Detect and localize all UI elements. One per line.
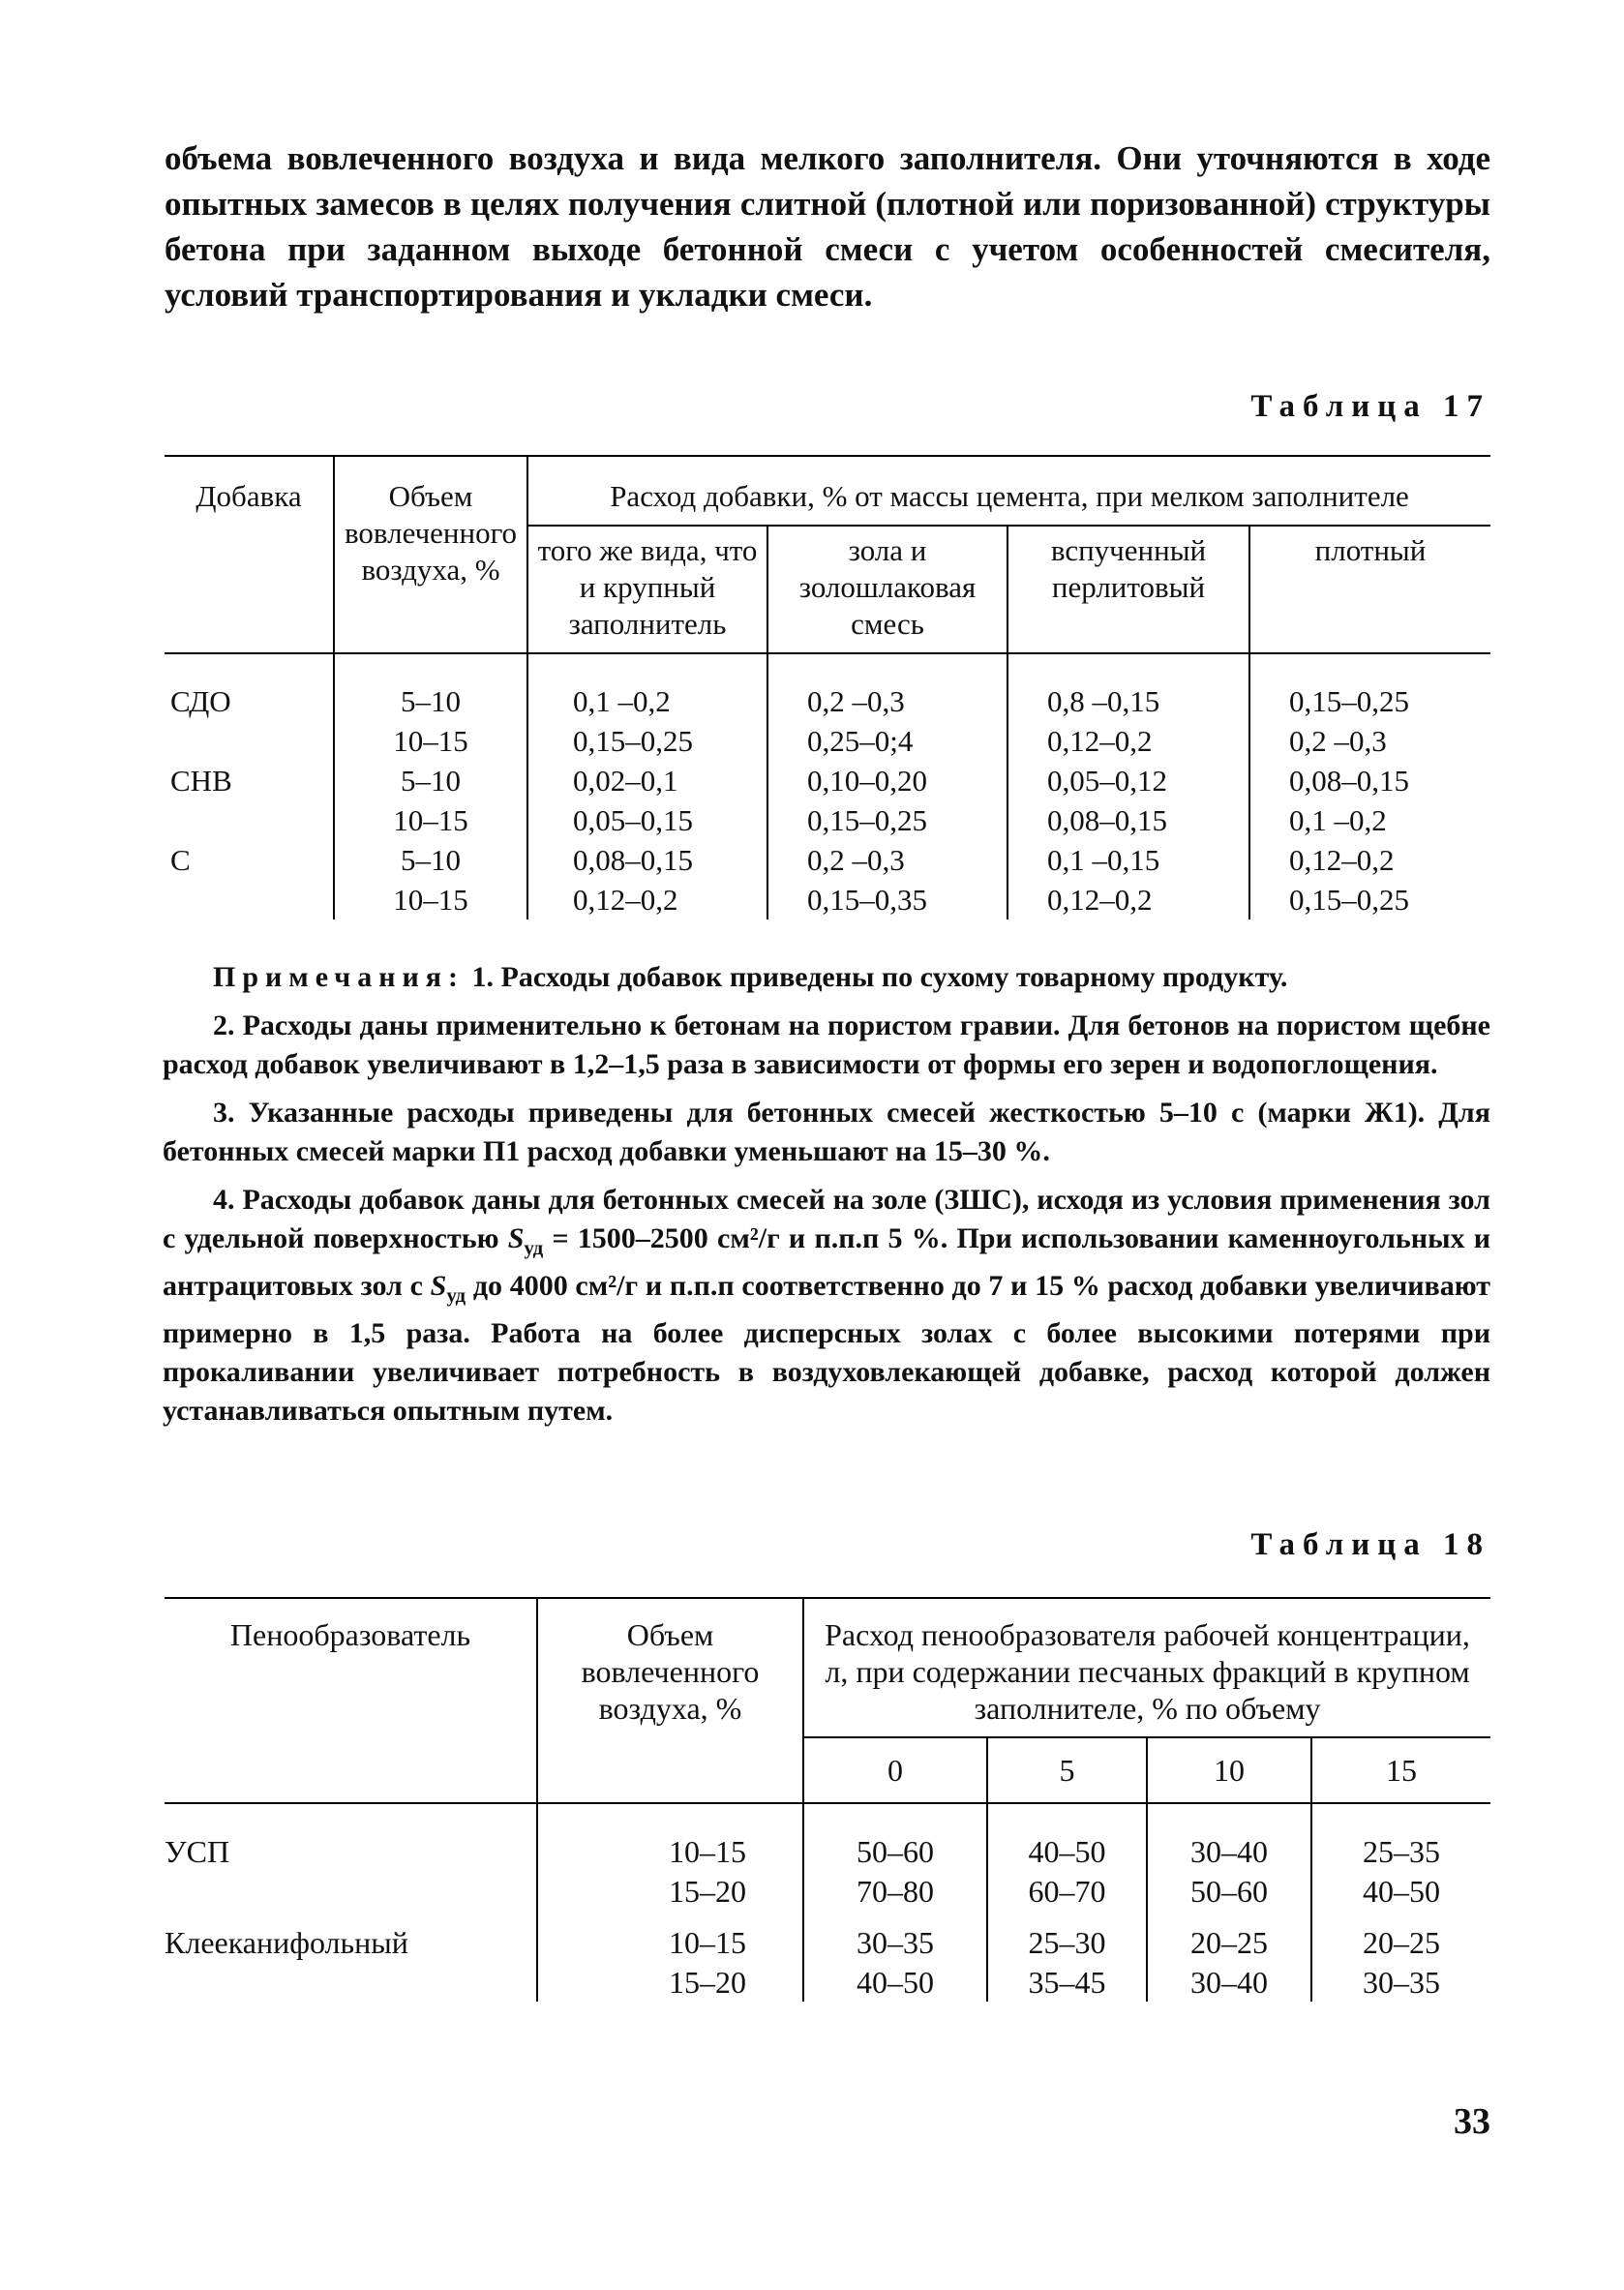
cell-value: 40–50 [987, 1831, 1147, 1871]
page-number: 33 [1454, 2101, 1490, 2142]
cell-value: 40–50 [803, 1962, 987, 2002]
cell-value: 0,15–0,25 [767, 800, 1007, 840]
table-row [165, 681, 1490, 721]
header-foaming-agent: Пенообразователь [165, 1598, 537, 1803]
cell-additive [165, 880, 334, 919]
note-1: 1. Расходы добавок приведены по сухому товарному продукту. [465, 961, 1288, 993]
cell-value: 0,2 –0,3 [767, 681, 1007, 721]
cell-additive [165, 800, 334, 840]
cell-value: 25–30 [987, 1922, 1147, 1962]
cell-value: 0,02–0,1 [527, 761, 767, 800]
cell-volume: 10–15 [537, 1922, 803, 1962]
table-row [165, 1871, 1490, 1911]
table-17 [165, 455, 1490, 919]
cell-volume: 5–10 [334, 761, 527, 800]
cell-agent: УСП [165, 1831, 537, 1871]
cell-value: 0,10–0,20 [767, 761, 1007, 800]
cell-value: 0,25–0;4 [767, 721, 1007, 761]
table-row [165, 1962, 1490, 2002]
cell-value: 0,05–0,12 [1007, 761, 1249, 800]
cell-agent [165, 1871, 537, 1911]
cell-value: 30–35 [803, 1922, 987, 1962]
cell-value: 70–80 [803, 1871, 987, 1911]
subheader-same-type: того же вида, что и крупный заполнитель [527, 526, 767, 653]
table-17-caption: Таблица 17 [1250, 389, 1490, 424]
cell-value: 0,8 –0,15 [1007, 681, 1249, 721]
notes-label: Примечания: [213, 961, 466, 993]
header-air-volume: Объем вовлеченного воздуха, % [334, 456, 527, 653]
cell-volume: 5–10 [334, 681, 527, 721]
header-air-volume: Объем вовлеченного воздуха, % [537, 1598, 803, 1803]
table-17-notes [163, 958, 1490, 1440]
table-row [165, 761, 1490, 800]
table-row [165, 1831, 1490, 1871]
cell-value: 40–50 [1363, 1873, 1440, 1909]
table-18 [165, 1597, 1490, 2002]
cell-additive: СДО [165, 681, 334, 721]
cell-value: 0,08–0,15 [1007, 800, 1249, 840]
cell-value: 0,15–0,25 [527, 721, 767, 761]
header-additive: Добавка [165, 456, 334, 653]
table-row [165, 800, 1490, 840]
table-row [165, 721, 1490, 761]
cell-value: 25–35 [1363, 1833, 1440, 1869]
table-row [165, 880, 1490, 919]
cell-value: 0,1 –0,2 [1289, 802, 1387, 837]
cell-value: 30–40 [1147, 1831, 1311, 1871]
note-2: 2. Расходы даны применительно к бетонам на пористом гравии. Для бетонов на пористом щебне расход добавок увеличивают в 1,2–1,5 раза в зависимости от формы его зерен и водопоглощения. [163, 1009, 1490, 1080]
cell-value: 35–45 [987, 1962, 1147, 2002]
cell-value: 30–35 [1363, 1964, 1440, 2000]
cell-value: 0,1 –0,15 [1007, 840, 1249, 880]
note-4: 4. Расходы добавок даны для бетонных смесей на золе (ЗШС), исходя из условия применения зол с удельной поверхностью $S_{уд} = 1500-2500$ см²/г и п.п.п 5 %. При использовании каменноугольных и антрацитовых зол с $S_{уд}$ до 4000 см²/г и п.п.п соответственно до 7 и 15 % расход добавки увеличивают примерно в 1,5 раза. Работа на более дисперсных золах с более высокими потерями при прокаливании увеличивает потребность в воздуховлекающей добавке, расход которой должен устанавливаться опытным путем. [163, 1184, 1490, 1427]
cell-value: 0,05–0,15 [527, 800, 767, 840]
cell-value: 30–40 [1147, 1962, 1311, 2002]
cell-value: 0,12–0,2 [1007, 880, 1249, 919]
cell-volume: 10–15 [334, 880, 527, 919]
cell-value: 50–60 [1147, 1871, 1311, 1911]
cell-volume: 10–15 [537, 1831, 803, 1871]
cell-volume: 15–20 [537, 1871, 803, 1911]
subheader-15: 15 [1311, 1737, 1490, 1803]
subheader-dense: плотный [1249, 526, 1490, 653]
cell-value: 0,15–0,25 [1289, 882, 1409, 917]
cell-agent [165, 1962, 537, 2002]
cell-value: 0,12–0,2 [527, 880, 767, 919]
subheader-10: 10 [1147, 1737, 1311, 1803]
cell-additive [165, 721, 334, 761]
table-18-caption: Таблица 18 [1250, 1527, 1490, 1562]
cell-value: 60–70 [987, 1871, 1147, 1911]
header-foam-consumption: Расход пенообразователя рабочей концентрации, л, при содержании песчаных фракций в крупном заполнителе, % по объему [803, 1598, 1490, 1737]
cell-value: 50–60 [803, 1831, 987, 1871]
cell-value: 0,12–0,2 [1007, 721, 1249, 761]
cell-value: 0,08–0,15 [1289, 763, 1409, 798]
cell-additive: СНВ [165, 761, 334, 800]
cell-value: 20–25 [1363, 1924, 1440, 1960]
table-row [165, 840, 1490, 880]
cell-volume: 10–15 [334, 800, 527, 840]
table-row [165, 1922, 1490, 1962]
cell-value: 0,15–0,35 [767, 880, 1007, 919]
subheader-5: 5 [987, 1737, 1147, 1803]
subheader-0: 0 [803, 1737, 987, 1803]
cell-value: 0,2 –0,3 [767, 840, 1007, 880]
cell-value: 0,1 –0,2 [527, 681, 767, 721]
cell-agent: Клееканифольный [165, 1922, 537, 1962]
note-3: 3. Указанные расходы приведены для бетонных смесей жесткостью 5–10 с (марки Ж1). Для бетонных смесей марки П1 расход добавки уменьшают на 15–30 %. [163, 1097, 1490, 1167]
header-consumption: Расход добавки, % от массы цемента, при мелком заполнителе [527, 456, 1490, 526]
cell-value: 0,2 –0,3 [1289, 723, 1387, 758]
cell-value: 0,15–0,25 [1289, 683, 1409, 718]
cell-volume: 10–15 [334, 721, 527, 761]
cell-additive: С [165, 840, 334, 880]
cell-volume: 15–20 [537, 1962, 803, 2002]
cell-value: 20–25 [1147, 1922, 1311, 1962]
cell-volume: 5–10 [334, 840, 527, 880]
subheader-perlite: вспученный перлитовый [1007, 526, 1249, 653]
cell-value: 0,08–0,15 [527, 840, 767, 880]
intro-paragraph: объема вовлеченного воздуха и вида мелкого заполнителя. Они уточняются в ходе опытных замесов в целях получения слитной (плотной или поризованной) структуры бетона при заданном выходе бетонной смеси с учетом особенностей смесителя, условий транспортирования и укладки смеси. [165, 139, 1490, 314]
subheader-ash: зола и золошлаковая смесь [767, 526, 1007, 653]
cell-value: 0,12–0,2 [1289, 842, 1395, 877]
